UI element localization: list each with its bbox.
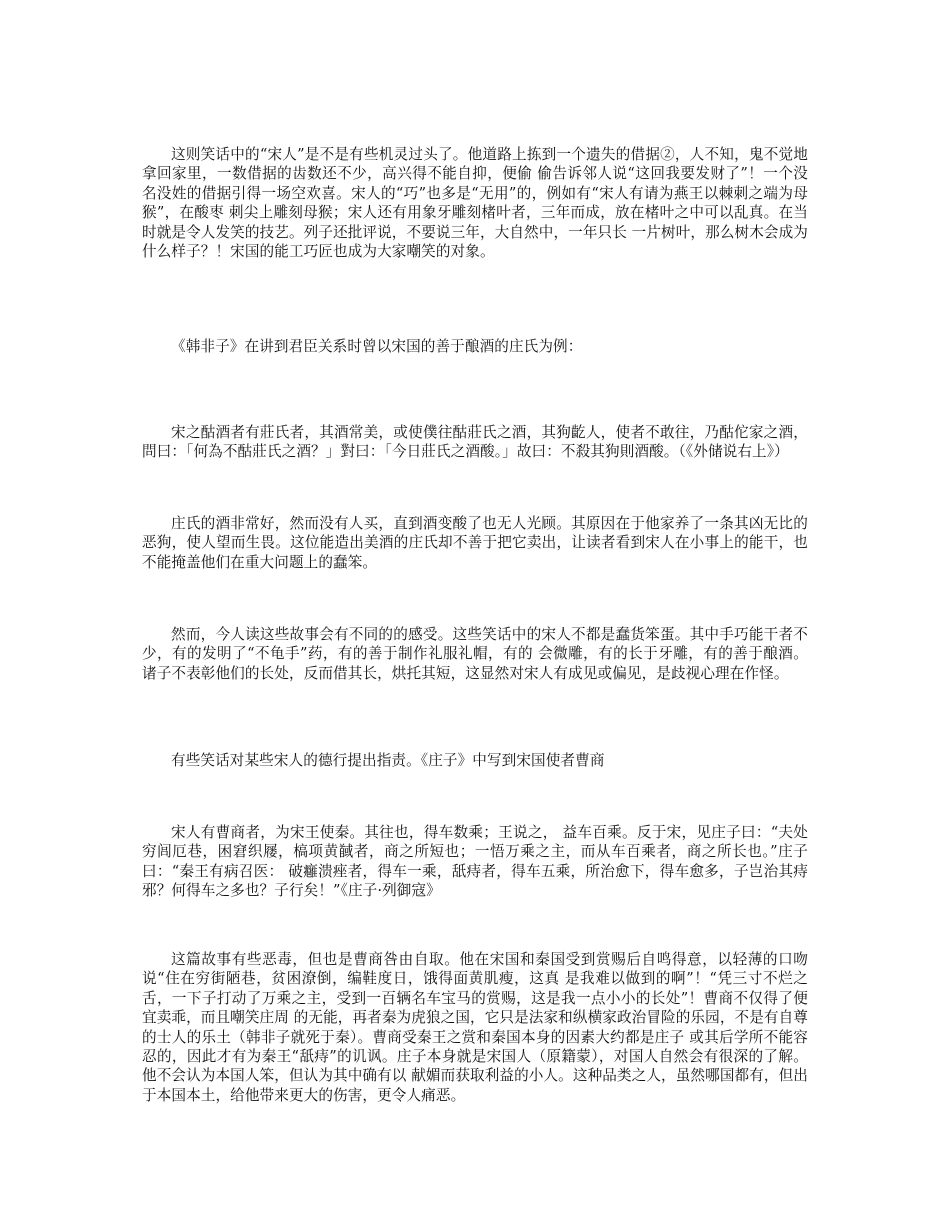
paragraph-8: 这篇故事有些恶毒，但也是曹商咎由自取。他在宋国和秦国受到赏赐后自鸣得意，以轻薄的口吻说“住在穷街陋巷，贫困潦倒，编鞋度日，饿得面黄肌瘦，这真 是我难以做到的啊”！“凭三寸不烂之舌，一下子打动了万乘之主，受到一百辆名车宝马的赏赐，这是我一点小小的长处”！曹商不仅得了便宜卖乖，而且嘲笑庄周 的无能，再者秦为虎狼之国，它只是法家和纵横家政治冒险的乐园，不是有自尊的士人的乐土（韩非子就死于秦）。曹商受秦王之赏和秦国本身的因素大约都是庄子 或其后学所不能容忍的，因此才有为秦王“舐痔”的讥讽。庄子本身就是宋国人（原籍蒙），对国人自然会有很深的了解。他不会认为本国人笨，但认为其中确有以 献媚而获取利益的小人。这种品类之人，虽然哪国都有，但出于本国本土，给他带来更大的伤害，更令人痛恶。 xyxy=(142,951,808,1104)
paragraph-2: 《韩非子》在讲到君臣关系时曾以宋国的善于酿酒的庄氏为例： xyxy=(171,338,583,355)
paragraph-7-quote: 宋人有曹商者，为宋王使秦。其往也，得车数乘；王说之， 益车百乘。反于宋，见庄子曰：“夫处穷闾厄巷，困窘织屦，槁项黄馘者，商之所短也；一悟万乘之主，而从车百乘者，商之所长也。”庄子曰：“秦王有病召医： 破癰溃痤者，得车一乘，舐痔者，得车五乘，所治愈下，得车愈多，子岂治其痔邪？何得车之多也？子行矣！”《庄子·列御寇》 xyxy=(142,824,808,900)
paragraph-5: 然而，今人读这些故事会有不同的的感受。这些笑话中的宋人不都是蠢货笨蛋。其中手巧能干者不少，有的发明了“不龟手”药，有的善于制作礼服礼帽，有的 会微雕，有的长于牙雕，有的善于酿酒。诸子不表彰他们的长处，反而借其长，烘托其短，这显然对宋人有成见或偏见，是歧视心理在作怪。 xyxy=(142,626,808,682)
paragraph-1: 这则笑话中的“宋人”是不是有些机灵过头了。他道路上拣到一个遗失的借据②，人不知，鬼不觉地拿回家里，一数借据的齿数还不少，高兴得不能自抑，便偷 偷告诉邻人说“这回我要发财了”！一个没名没姓的借据引得一场空欢喜。宋人的“巧”也多是“无用”的，例如有“宋人有请为燕王以棘刺之端为母猴”，在酸枣 刺尖上雕刻母猴；宋人还有用象牙雕刻楮叶者，三年而成，放在楮叶之中可以乱真。在当时就是令人发笑的技艺。列子还批评说，不要说三年，大自然中，一年只长 一片树叶，那么树木会成为什么样子？！宋国的能工巧匠也成为大家嘲笑的对象。 xyxy=(142,146,808,261)
paragraph-4: 庄氏的酒非常好，然而没有人买，直到酒变酸了也无人光顾。其原因在于他家养了一条其凶无比的恶狗，使人望而生畏。这位能造出美酒的庄氏却不善于把它卖出，让读者看到宋人在小事上的能干，也不能掩盖他们在重大问题上的蠢笨。 xyxy=(142,515,808,571)
paragraph-3-quote: 宋之酤酒者有莊氏者，其酒常美，或使僕往酤莊氏之酒，其狗齕人，使者不敢往，乃酤佗家之酒，問曰：「何為不酤莊氏之酒？」對曰：「今日莊氏之酒酸。」故曰：不殺其狗則酒酸。（《外储说右上》） xyxy=(142,424,808,461)
paragraph-6: 有些笑话对某些宋人的德行提出指责。《庄子》中写到宋国使者曹商 xyxy=(171,752,605,769)
